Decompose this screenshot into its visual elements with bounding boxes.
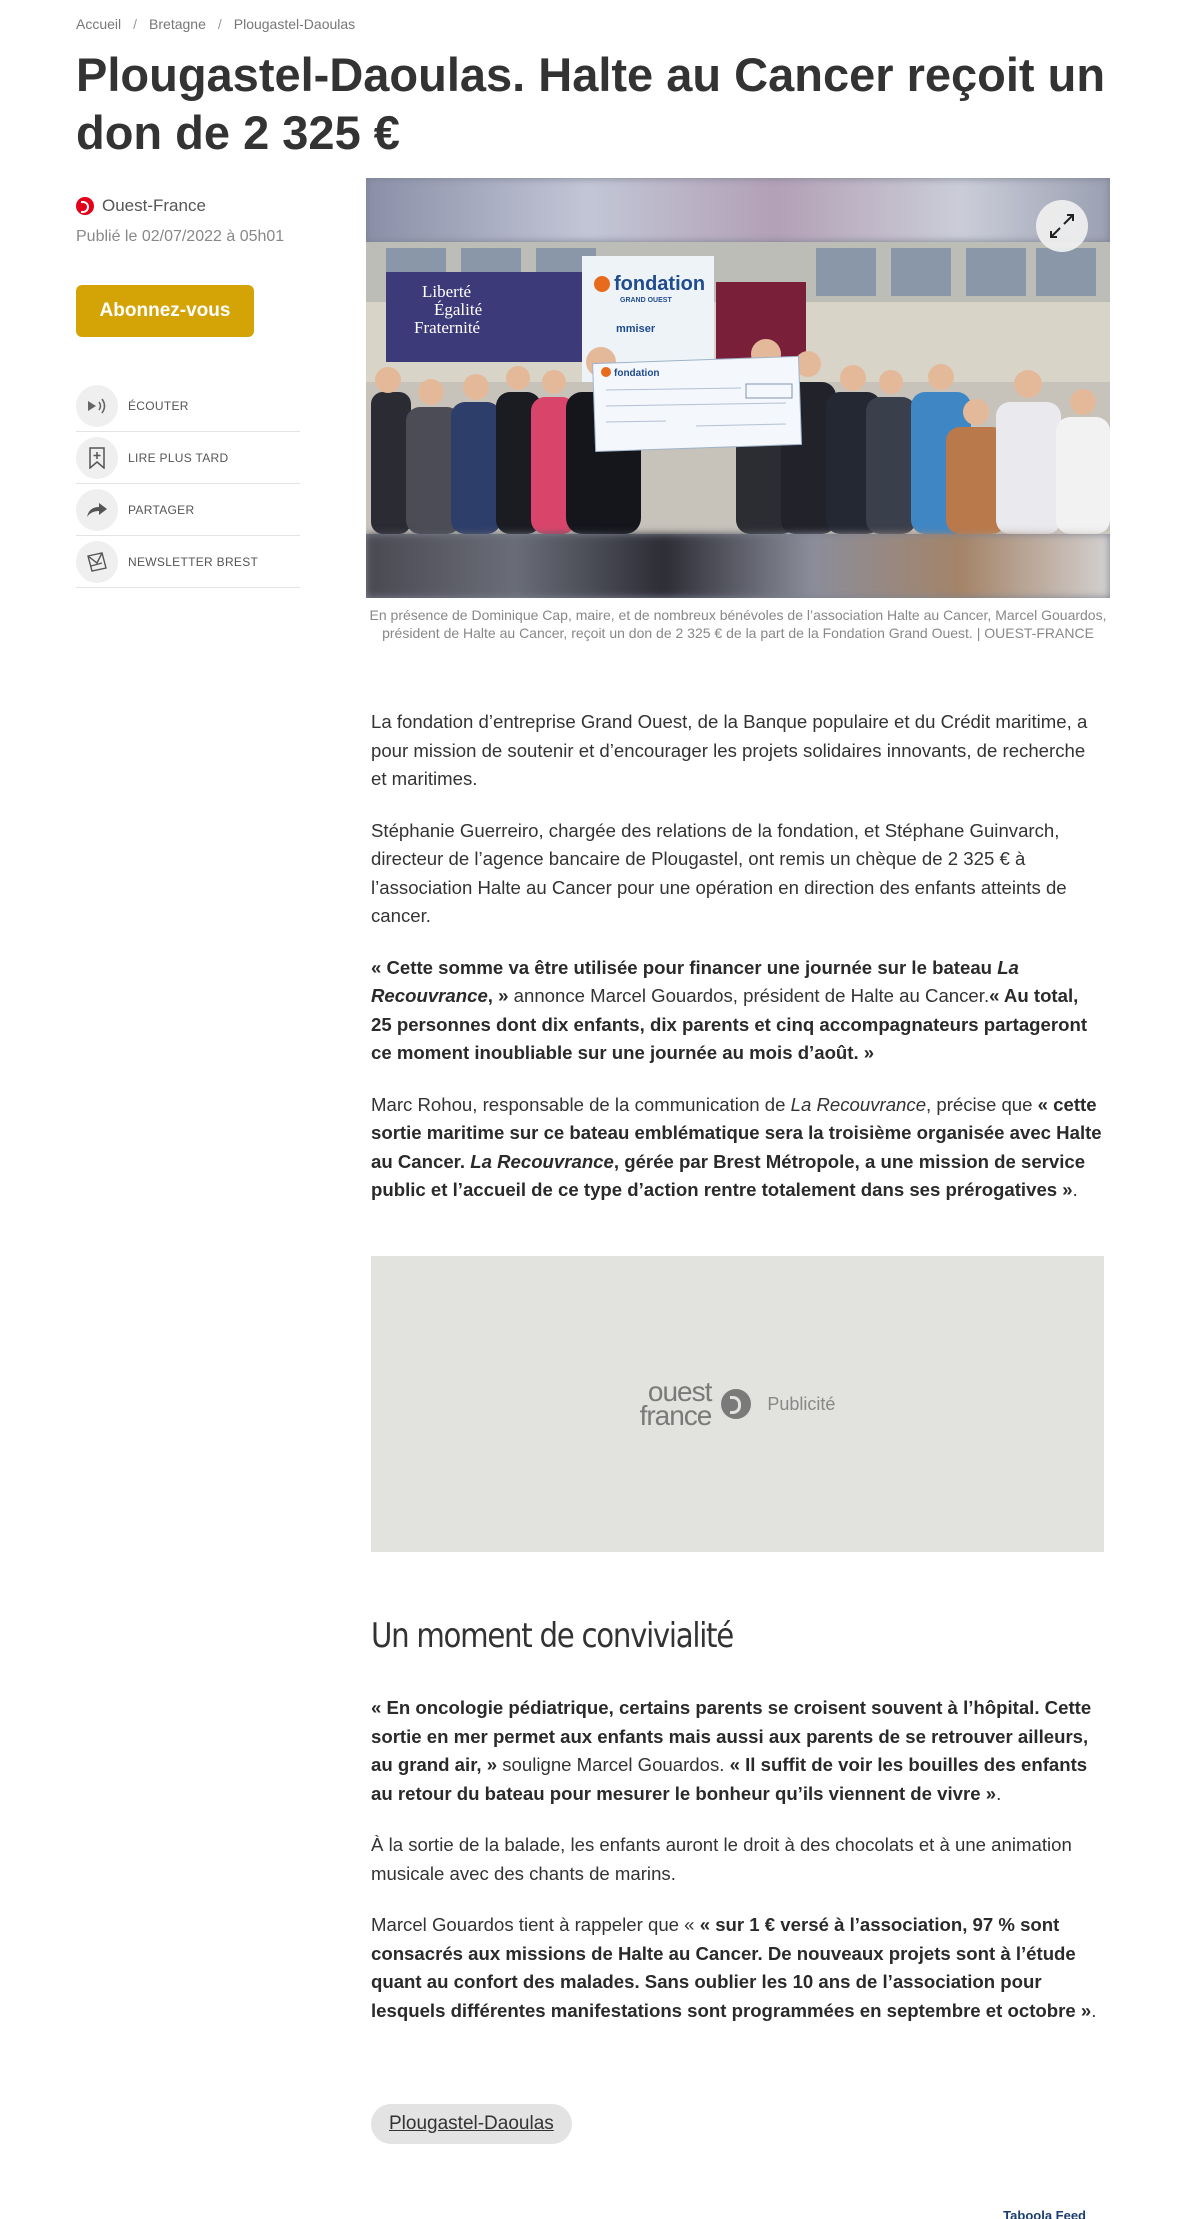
quote: « En oncologie pédiatrique, certains parents se croisent souvent à l’hôpital. Cette sortie en mer permet aux enfants mais aussi aux parents de se retrouver ailleurs, au grand air, » <box>371 1697 1092 1775</box>
quote: , gérée par Brest Métropole, a une mission de service public et l’accueil de ce type d’action rentre totalement dans ses prérogatives » <box>371 1150 1086 1200</box>
banner-text: Égalité <box>434 300 483 319</box>
article-photo[interactable] <box>366 178 1110 598</box>
listen-label: ÉCOUTER <box>128 398 189 413</box>
bookmark-add-icon <box>76 437 118 479</box>
section-heading: Un moment de convivialité <box>371 1616 733 1656</box>
article-section <box>371 1616 1103 2048</box>
newsletter-icon <box>76 541 118 583</box>
read-later-label: LIRE PLUS TARD <box>128 450 229 465</box>
share-action[interactable] <box>76 484 300 536</box>
boat-name: La Recouvrance <box>790 1093 927 1115</box>
quote: « sur 1 € versé à l’association, 97 % sont consacrés aux missions de Halte au Cancer. De nouveaux projets sont à l’étude quant au confort des malades. Sans oublier les 10 ans de l’association pour lesquels différentes manifestations sont programmées en septembre et octobre » <box>371 1914 1092 2021</box>
quote: « Il suffit de voir les bouilles des enfants au retour du bateau pour mesurer le bonheur qu’ils viennent de vivre » <box>371 1754 1088 1804</box>
source-name: Ouest-France <box>102 196 206 215</box>
ad-brand-line: ouest <box>647 1376 712 1407</box>
ouest-france-logo-icon <box>76 197 94 215</box>
paragraph <box>371 1091 1103 1205</box>
rollup-text: mmiser <box>616 323 656 335</box>
read-later-action[interactable] <box>76 432 300 484</box>
text: . <box>1091 1999 1097 2021</box>
ad-brand-line: france <box>639 1400 712 1431</box>
quote: « Au total, 25 personnes dont dix enfants, dix parents et cinq accompagnateurs partageront ce moment inoubliable sur une journée au mois d’août. » <box>371 985 1088 1063</box>
breadcrumb <box>76 16 355 32</box>
boat-name: La Recouvrance <box>470 1150 614 1172</box>
text: , précise que <box>926 1093 1038 1115</box>
rollup-title: fondation <box>614 273 706 295</box>
text: Marc Rohou, responsable de la communication de <box>371 1093 791 1115</box>
article-meta <box>76 196 316 246</box>
quote: « cette sortie maritime sur ce bateau emblématique sera la troisième organisée avec Halte au Cancer. <box>371 1093 1102 1172</box>
photo-blur-bottom <box>366 534 1110 598</box>
speaker-icon <box>76 385 118 427</box>
quote: , » <box>487 985 509 1006</box>
ad-label: Publicité <box>767 1393 836 1414</box>
photo-caption: En présence de Dominique Cap, maire, et de nombreux bénévoles de l’association Halte au Cancer, Marcel Gouardos, président de Halte au Cancer, reçoit un don de 2 325 € de la part de la Fondation Grand Ouest. | OUEST-FRANCE <box>369 607 1107 641</box>
text: souligne Marcel Gouardos. <box>497 1754 730 1775</box>
text: . <box>996 1782 1002 1804</box>
text: Marcel Gouardos tient à rappeler que « <box>371 1914 700 1935</box>
boat-name: La Recouvrance <box>371 956 1019 1006</box>
breadcrumb-separator: / <box>217 16 222 32</box>
text: annonce Marcel Gouardos, président de Halte au Cancer. <box>508 985 990 1006</box>
paragraph <box>371 954 1103 1068</box>
article-body <box>371 708 1103 1228</box>
group-photo-illustration <box>366 242 1110 534</box>
article-actions <box>76 380 300 588</box>
ad-brand <box>639 1376 712 1431</box>
breadcrumb-city[interactable]: Plougastel-Daoulas <box>233 16 356 32</box>
article-source[interactable] <box>76 196 316 216</box>
taboola-feed-label[interactable]: Taboola Feed <box>1003 2208 1086 2219</box>
newsletter-label: NEWSLETTER BREST <box>128 554 259 569</box>
rollup-subtitle: GRAND OUEST <box>620 297 672 304</box>
paragraph <box>371 1694 1103 1808</box>
advertisement[interactable] <box>371 1256 1104 1552</box>
quote: « Cette somme va être utilisée pour financer une journée sur le bateau <box>371 956 998 978</box>
ouest-france-logo-icon <box>721 1389 751 1419</box>
paragraph <box>371 1911 1103 2025</box>
share-label: PARTAGER <box>128 502 195 517</box>
expand-icon <box>1048 212 1076 240</box>
breadcrumb-separator: / <box>133 16 138 32</box>
tag-plougastel[interactable]: Plougastel-Daoulas <box>371 2104 572 2144</box>
banner-text: Liberté <box>422 282 472 301</box>
cheque-brand: fondation <box>614 368 660 379</box>
publish-date: Publié le 02/07/2022 à 05h01 <box>76 228 285 245</box>
newsletter-action[interactable] <box>76 536 300 588</box>
photo-blur-top <box>366 178 1110 242</box>
subscribe-button[interactable]: Abonnez-vous <box>76 285 254 337</box>
page-title: Plougastel-Daoulas. Halte au Cancer reçoit un don de 2 325 € <box>76 48 1106 159</box>
text: . <box>1072 1179 1078 1200</box>
share-arrow-icon <box>76 489 118 531</box>
expand-photo-button[interactable] <box>1036 200 1088 252</box>
paragraph: Stéphanie Guerreiro, chargée des relations de la fondation, et Stéphane Guinvarch, directeur de l’agence bancaire de Plougastel, ont remis un chèque de 2 325 € à l’association Halte au Cancer pour une opération en direction des enfants atteints de cancer. <box>371 819 1067 926</box>
paragraph: La fondation d’entreprise Grand Ouest, de la Banque populaire et du Crédit maritime, a pour mission de soutenir et d’encourager les projets solidaires innovants, de recherche et maritimes. <box>371 711 1088 789</box>
listen-action[interactable] <box>76 380 300 432</box>
paragraph: À la sortie de la balade, les enfants auront le droit à des chocolats et à une animation musicale avec des chants de marins. <box>371 1834 1072 1884</box>
breadcrumb-home[interactable]: Accueil <box>76 16 122 32</box>
photo-scene <box>366 242 1110 534</box>
banner-text: Fraternité <box>414 318 481 337</box>
breadcrumb-region[interactable]: Bretagne <box>149 16 206 32</box>
